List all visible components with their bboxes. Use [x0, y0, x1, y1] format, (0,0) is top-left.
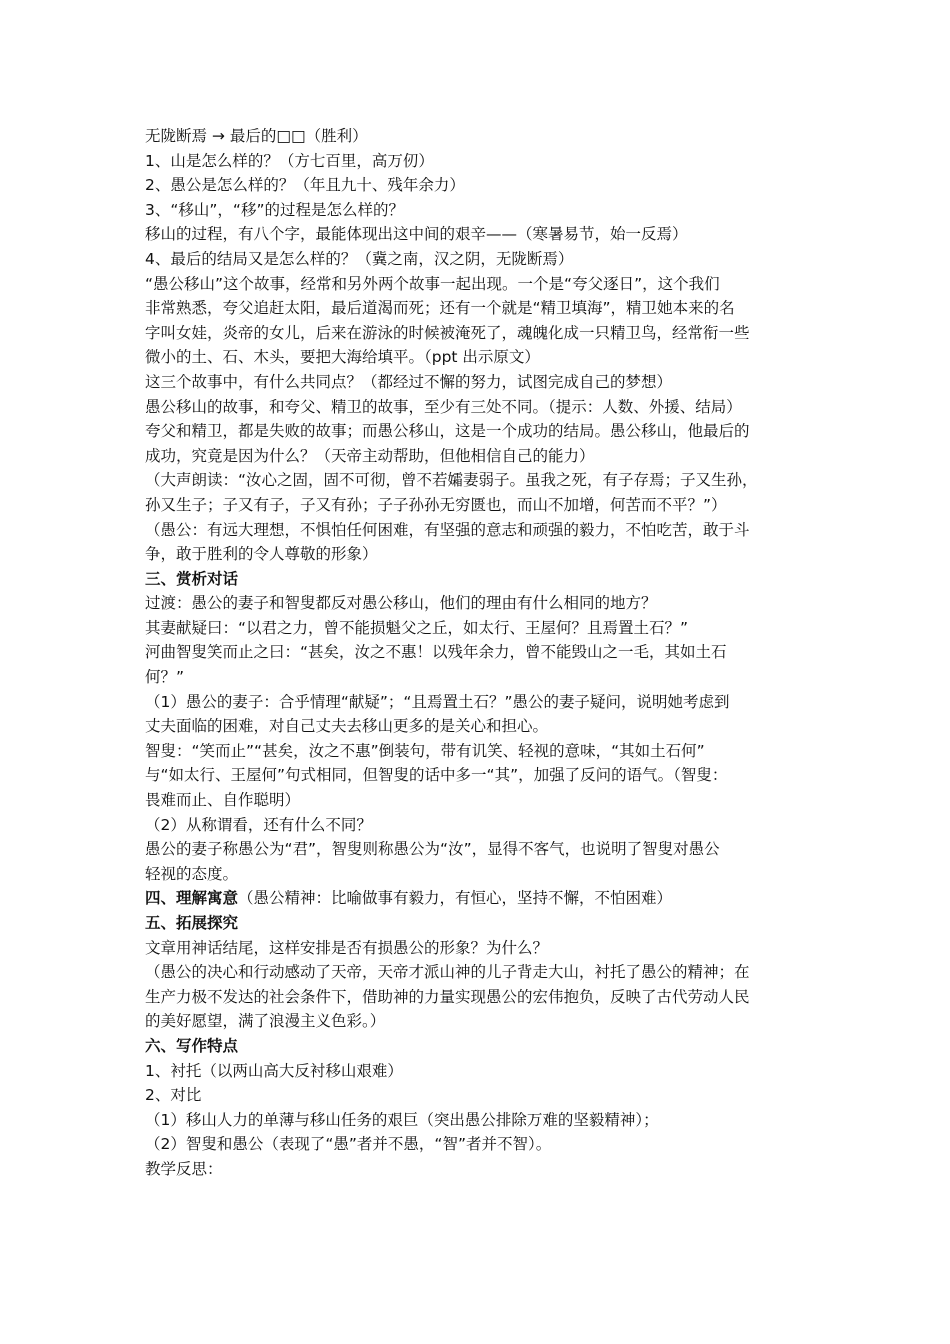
text-line: 何？”: [145, 668, 185, 687]
section-heading: 六、写作特点: [145, 1036, 239, 1055]
text-line: 过渡：愚公的妻子和智叟都反对愚公移山，他们的理由有什么相同的地方？: [145, 594, 657, 613]
text-line: 2、对比: [145, 1086, 202, 1105]
text-line: 畏难而止、自作聪明）: [145, 791, 301, 810]
text-line: 1、山是怎么样的？（方七百里，高万仞）: [145, 151, 434, 170]
text-line: 无陇断焉 → 最后的□□（胜利）: [145, 127, 368, 145]
section-heading: 三、赏析对话: [145, 569, 239, 588]
text-line: 河曲智叟笑而止之曰：“甚矣，汝之不惠！以残年余力，曾不能毁山之一毛，其如土石: [145, 643, 727, 662]
text-line: 非常熟悉，夸父追赶太阳，最后道渴而死；还有一个就是“精卫填海”，精卫她本来的名: [145, 299, 735, 318]
text-line: 其妻献疑曰：“以君之力，曾不能损魁父之丘，如太行、王屋何？且焉置土石？”: [145, 618, 689, 637]
text-line: 丈夫面临的困难，对自己丈夫去移山更多的是关心和担心。: [145, 717, 549, 736]
text-line: 孙又生子；子又有子，子又有孙；子子孙孙无穷匮也，而山不加增，何苦而不平？”）: [145, 495, 727, 514]
text-line: 1、衬托（以两山高大反衬移山艰难）: [145, 1061, 403, 1080]
text-line: 愚公移山的故事，和夸父、精卫的故事，至少有三处不同。（提示：人数、外援、结局）: [145, 397, 742, 416]
text-line: “愚公移山”这个故事，经常和另外两个故事一起出现。一个是“夸父逐日”，这个我们: [145, 274, 720, 293]
text-line: 移山的过程，有八个字，最能体现出这中间的艰辛——（寒暑易节，始一反焉）: [145, 225, 688, 244]
text-line: 愚公的妻子称愚公为“君”，智叟则称愚公为“汝”，显得不客气，也说明了智叟对愚公: [145, 840, 720, 859]
text-line: 夸父和精卫，都是失败的故事；而愚公移山，这是一个成功的结局。愚公移山，他最后的: [145, 422, 750, 441]
text-line: 教学反思：: [145, 1159, 223, 1178]
text-line: （愚公：有远大理想，不惧怕任何困难，有坚强的意志和顽强的毅力，不怕吃苦，敢于斗: [145, 520, 750, 539]
text-line: （大声朗读：“汝心之固，固不可彻，曾不若孀妻弱子。虽我之死，有子存焉；子又生孙，: [145, 471, 758, 490]
text-line: 智叟：“笑而止”“甚矣，汝之不惠”倒装句，带有讥笑、轻视的意味，“其如土石何”: [145, 741, 705, 760]
document-body: [145, 124, 825, 1182]
text-line: 文章用神话结尾，这样安排是否有损愚公的形象？为什么？: [145, 938, 549, 957]
text-line: （愚公的决心和行动感动了天帝，天帝才派山神的儿子背走大山，衬托了愚公的精神；在: [145, 963, 750, 982]
text-line: 成功，究竟是因为什么？（天帝主动帮助，但他相信自己的能力）: [145, 446, 595, 465]
text-line: 这三个故事中，有什么共同点？（都经过不懈的努力，试图完成自己的梦想）: [145, 372, 673, 391]
text-line: 生产力极不发达的社会条件下，借助神的力量实现愚公的宏伟抱负，反映了古代劳动人民: [145, 987, 750, 1006]
text-line: 3、“移山”，“移”的过程是怎么样的？: [145, 200, 404, 219]
section-heading: 五、拓展探究: [145, 914, 239, 932]
text-line: 与“如太行、王屋何”句式相同，但智叟的话中多一“其”，加强了反问的语气。（智叟：: [145, 766, 728, 785]
text-line: （1）移山人力的单薄与移山任务的艰巨（突出愚公排除万难的坚毅精神）；: [145, 1110, 659, 1129]
section-heading: 四、理解寓意（愚公精神：比喻做事有毅力，有恒心，坚持不懈，不怕困难）: [145, 889, 673, 908]
text-line: 争，敢于胜利的令人尊敬的形象）: [145, 545, 378, 564]
heading-tail-text: （愚公精神：比喻做事有毅力，有恒心，坚持不懈，不怕困难）: [238, 889, 673, 908]
text-line: 2、愚公是怎么样的？（年且九十、残年余力）: [145, 176, 465, 195]
text-line: 4、最后的结局又是怎么样的？（冀之南，汉之阴，无陇断焉）: [145, 249, 574, 268]
text-line: 微小的土、石、木头，要把大海给填平。（ppt 出示原文）: [145, 348, 540, 367]
text-line: 字叫女娃，炎帝的女儿，后来在游泳的时候被淹死了，魂魄化成一只精卫鸟，经常衔一些: [145, 323, 750, 342]
text-line: （2）智叟和愚公（表现了“愚”者并不愚，“智”者并不智）。: [145, 1135, 552, 1154]
text-line: 的美好愿望，满了浪漫主义色彩。）: [145, 1012, 386, 1031]
text-line: 轻视的态度。: [145, 864, 239, 883]
text-line: （1）愚公的妻子：合乎情理“献疑”；“且焉置土石？”愚公的妻子疑问，说明她考虑到: [145, 692, 730, 711]
text-line: （2）从称谓看，还有什么不同？: [145, 815, 372, 834]
